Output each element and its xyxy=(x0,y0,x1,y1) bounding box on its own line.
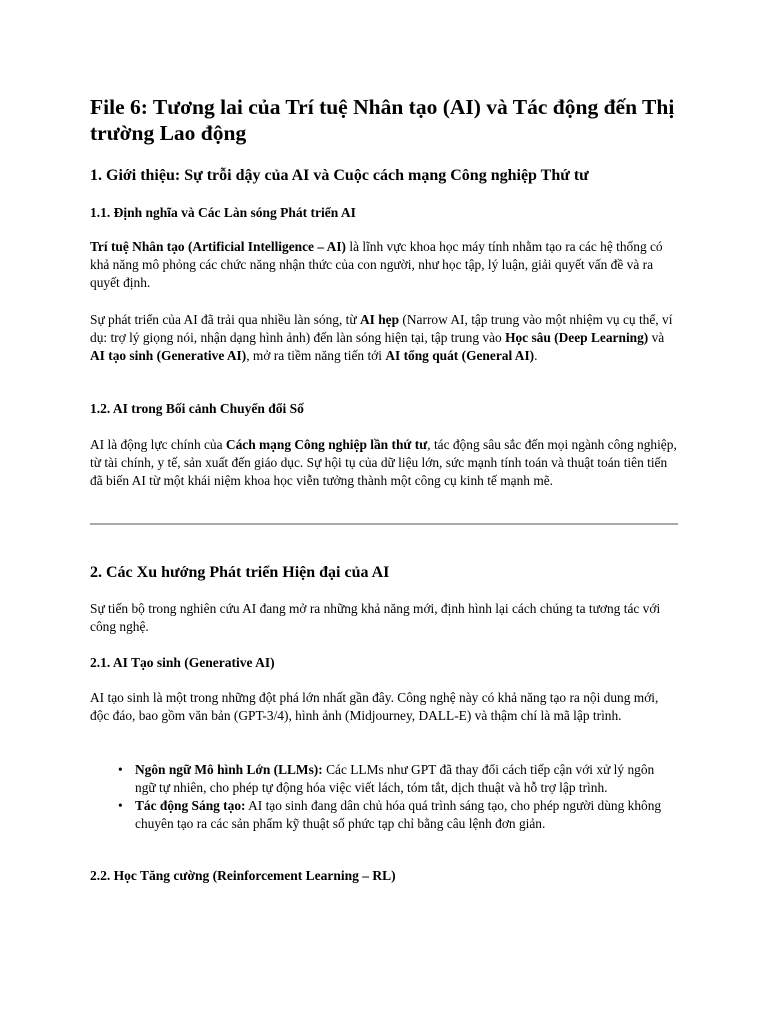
subsection-2-2-heading: 2.2. Học Tăng cường (Reinforcement Learning – RL) xyxy=(90,868,396,883)
subsection-1-2-heading: 1.2. AI trong Bối cảnh Chuyển đổi Số xyxy=(90,401,304,416)
paragraph-text: . xyxy=(534,348,538,363)
paragraph-text: là lĩnh vực khoa học máy tính nhằm tạo ra các hệ thống có khả năng mô phỏng các chức năng nhận thức của con người, như học tập, lý luận, giải quyết vấn đề và ra quyết định. xyxy=(90,239,663,290)
bullet-icon: • xyxy=(118,762,123,777)
bold-term: AI tạo sinh (Generative AI) xyxy=(90,348,247,363)
list-item xyxy=(117,761,677,797)
paragraph-text: , tác động sâu sắc đến mọi ngành công nghiệp, từ tài chính, y tế, sản xuất đến giáo dục. Sự hội tụ của dữ liệu lớn, sức mạnh tính toán và thuật toán tiên tiến đã biến AI từ một khái niệm khoa học viễn tưởng thành một công cụ kinh tế mạnh mẽ. xyxy=(90,437,677,488)
bullet-icon: • xyxy=(118,798,123,813)
bold-term: AI hẹp xyxy=(360,312,400,327)
bold-term: Ngôn ngữ Mô hình Lớn (LLMs): xyxy=(135,762,323,777)
section-1-heading: 1. Giới thiệu: Sự trỗi dậy của AI và Cuộc cách mạng Công nghiệp Thứ tư xyxy=(90,167,589,184)
paragraph-generative-ai: AI tạo sinh là một trong những đột phá lớn nhất gần đây. Công nghệ này có khả năng tạo ra nội dung mới, độc đáo, bao gồm văn bản (GPT-3/4), hình ảnh (Midjourney, DALL-E) và thậm chí là mã lập trình. xyxy=(90,690,659,723)
list-item-text: Các LLMs như GPT đã thay đổi cách tiếp cận với xử lý ngôn ngữ tự nhiên, cho phép tự động hóa việc viết lách, tóm tắt, dịch thuật và hỗ trợ lập trình. xyxy=(135,762,655,795)
paragraph-section-2-intro: Sự tiến bộ trong nghiên cứu AI đang mở ra những khả năng mới, định hình lại cách chúng ta tương tác với công nghệ. xyxy=(90,601,661,634)
bullet-list xyxy=(117,761,677,833)
bold-term: Cách mạng Công nghiệp lần thứ tư xyxy=(225,437,428,452)
list-item-text: AI tạo sinh đang dân chủ hóa quá trình sáng tạo, cho phép người dùng không chuyên tạo ra các sản phẩm kỹ thuật số phức tạp chỉ bằng câu lệnh đơn giản. xyxy=(135,798,662,831)
paragraph-text: , mở ra tiềm năng tiến tới xyxy=(246,348,386,363)
bold-term: Trí tuệ Nhân tạo (Artificial Intelligence – AI) xyxy=(90,239,346,254)
horizontal-divider xyxy=(90,523,678,525)
paragraph-ai-definition xyxy=(90,238,680,292)
bold-term: Tác động Sáng tạo: xyxy=(135,798,246,813)
subsection-1-1-heading: 1.1. Định nghĩa và Các Làn sóng Phát triển AI xyxy=(90,205,356,220)
bold-term: Học sâu (Deep Learning) xyxy=(505,330,649,345)
subsection-2-1-heading: 2.1. AI Tạo sinh (Generative AI) xyxy=(90,655,275,670)
paragraph-text: AI là động lực chính của xyxy=(90,437,226,452)
paragraph-ai-waves xyxy=(90,311,680,365)
document-title: File 6: Tương lai của Trí tuệ Nhân tạo (AI) và Tác động đến Thị trường Lao động xyxy=(90,95,675,145)
paragraph-text: Sự phát triển của AI đã trải qua nhiều làn sóng, từ xyxy=(90,312,360,327)
paragraph-text: (Narrow AI, tập trung vào một nhiệm vụ cụ thể, ví dụ: trợ lý giọng nói, nhận dạng hình ảnh) đến làn sóng hiện tại, tập trung vào xyxy=(90,312,673,345)
paragraph-ai-digital-transformation xyxy=(90,436,680,490)
bold-term: AI tổng quát (General AI) xyxy=(385,348,535,363)
paragraph-text: và xyxy=(648,330,665,345)
list-item xyxy=(117,797,677,833)
section-2-heading: 2. Các Xu hướng Phát triển Hiện đại của AI xyxy=(90,564,390,581)
